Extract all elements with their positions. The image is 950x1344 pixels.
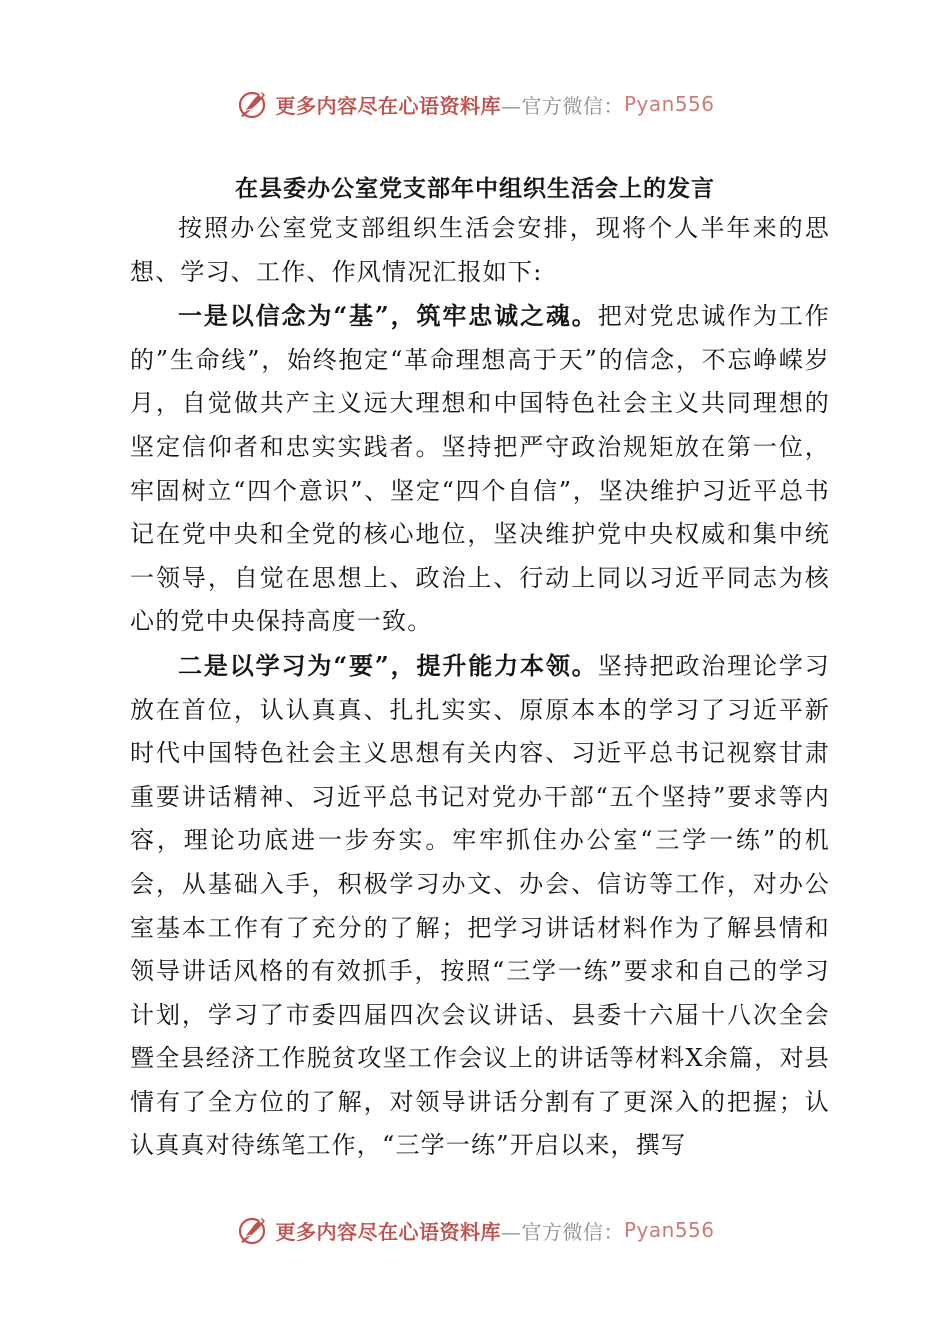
section-body-2: 坚持把政治理论学习放在首位，认认真真、扎扎实实、原原本本的学习了习近平新时代中国特色社会主义思想有关内容、习近平总书记视察甘肃重要讲话精神、习近平总书记对党办干部“五个坚持”要求等内容，理论功底进一步夯实。牢牢抓住办公室“三学一练”的机会，从基础入手，积极学习办文、办会、信访等工作，对办公室基本工作有了充分的了解；把学习讲话材料作为了解县情和领导讲话风格的有效抓手，按照“三学一练”要求和自己的学习计划，学习了市委四届四次会议讲话、县委十六届十八次全会暨全县经济工作脱贫攻坚工作会议上的讲话等材料X余篇，对县情有了全方位的了解，对领导讲话分割有了更深入的把握；认认真真对待练笔工作，“三学一练”开启以来，撰写: [130, 651, 830, 1160]
footer-watermark: [0, 1210, 950, 1250]
intro-paragraph: 按照办公室党支部组织生活会安排，现将个人半年来的思想、学习、工作、作风情况汇报如下:: [130, 214, 830, 286]
pen-nib-logo-icon: [235, 1212, 271, 1248]
document-title: 在县委办公室党支部年中组织生活会上的发言: [235, 175, 715, 202]
watermark-site-text: 更多内容尽在心语资料库: [275, 93, 501, 118]
watermark-wechat-label: —官方微信：: [500, 1219, 624, 1244]
section-paragraph-1: [130, 294, 830, 644]
header-watermark: [0, 84, 950, 124]
watermark-site-text: 更多内容尽在心语资料库: [275, 1219, 501, 1244]
section-heading-2: 二是以学习为“要”，提升能力本领。: [178, 650, 598, 680]
document-body: [130, 207, 830, 1168]
section-body-1: 把对党忠诚作为工作的”生命线”，始终抱定“革命理想高于天”的信念，不忘峥嵘岁月，自觉做共产主义远大理想和中国特色社会主义共同理想的坚定信仰者和忠实实践者。坚持把严守政治规矩放在第一位，牢固树立“四个意识”、坚定“四个自信”，坚决维护习近平总书记在党中央和全党的核心地位，坚决维护党中央权威和集中统一领导，自觉在思想上、政治上、行动上同以习近平同志为核心的党中央保持高度一致。: [130, 302, 830, 636]
pen-nib-logo-icon: [235, 86, 271, 122]
watermark-wechat-id: Pyan556: [623, 92, 715, 116]
section-paragraph-2: [130, 644, 830, 1168]
watermark-wechat-label: —官方微信：: [500, 93, 624, 118]
section-heading-1: 一是以信念为“基”，筑牢忠诚之魂。: [178, 301, 598, 331]
watermark-wechat-id: Pyan556: [623, 1218, 715, 1242]
